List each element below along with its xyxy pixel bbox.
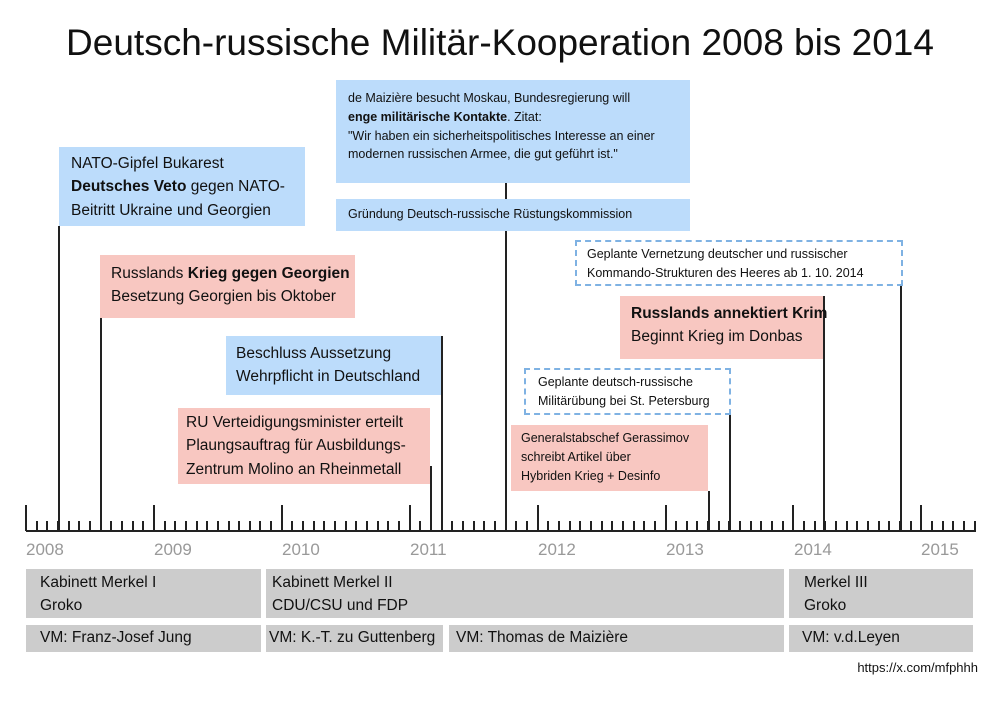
event-text-bold: Krieg gegen Georgien — [187, 265, 350, 282]
month-tick — [419, 521, 421, 531]
month-tick — [217, 521, 219, 531]
cabinet-text: Merkel III — [804, 574, 868, 591]
event-ruestungskommission — [336, 199, 690, 231]
month-tick — [878, 521, 880, 531]
connector-uebung — [729, 414, 731, 531]
month-tick — [57, 521, 59, 531]
month-tick — [121, 521, 123, 531]
event-text: Beginnt Krieg im Donbas — [631, 328, 803, 346]
event-text: modernen russischen Armee, die gut geführt ist." — [348, 147, 618, 162]
month-tick — [910, 521, 912, 531]
month-tick — [483, 521, 485, 531]
year-tick — [920, 505, 922, 531]
minister-vdleyen — [789, 625, 973, 652]
month-tick — [803, 521, 805, 531]
month-tick — [760, 521, 762, 531]
event-nato-bukarest — [59, 147, 305, 226]
year-tick — [665, 505, 667, 531]
cabinet-text: Groko — [804, 597, 847, 615]
month-tick — [302, 521, 304, 531]
year-label: 2012 — [538, 540, 576, 559]
minister-text: VM: Thomas de Maizière — [456, 629, 628, 646]
month-tick — [132, 521, 134, 531]
month-tick — [899, 521, 901, 531]
month-tick — [782, 521, 784, 531]
event-gerassimov — [511, 425, 708, 491]
month-tick — [441, 521, 443, 531]
year-label: 2011 — [410, 540, 447, 559]
month-tick — [398, 521, 400, 531]
month-tick — [100, 521, 102, 531]
month-tick — [345, 521, 347, 531]
year-label: 2015 — [921, 540, 959, 559]
year-tick — [537, 505, 539, 531]
event-wehrpflicht — [226, 336, 441, 395]
month-tick — [89, 521, 91, 531]
month-tick — [611, 521, 613, 531]
month-tick — [888, 521, 890, 531]
event-text: "Wir haben ein sicherheitspolitisches Interesse an einer — [348, 128, 655, 143]
year-tick — [792, 505, 794, 531]
month-tick — [558, 521, 560, 531]
month-tick — [110, 521, 112, 531]
year-label: 2013 — [666, 540, 704, 559]
month-tick — [569, 521, 571, 531]
connector-wehrpflicht — [441, 336, 443, 531]
month-tick — [963, 521, 965, 531]
minister-text: VM: K.-T. zu Guttenberg — [269, 629, 436, 646]
event-text: Wehrpflicht in Deutschland — [236, 368, 421, 386]
month-tick — [942, 521, 944, 531]
month-tick — [228, 521, 230, 531]
event-text-bold: Deutsches Veto — [71, 178, 187, 196]
month-tick — [718, 521, 720, 531]
connector-georgien — [100, 318, 102, 531]
event-maiziere-moskau — [336, 80, 690, 183]
month-tick — [633, 521, 635, 531]
event-text: NATO-Gipfel Bukarest — [71, 155, 224, 172]
month-tick — [974, 521, 976, 531]
month-tick — [867, 521, 869, 531]
month-tick — [323, 521, 325, 531]
minister-maiziere — [449, 625, 784, 652]
year-label: 2008 — [26, 540, 64, 559]
month-tick — [270, 521, 272, 531]
month-tick — [366, 521, 368, 531]
connector-maiziere — [505, 183, 507, 531]
month-tick — [142, 521, 144, 531]
month-tick — [494, 521, 496, 531]
month-tick — [78, 521, 80, 531]
month-tick — [451, 521, 453, 531]
month-tick — [824, 521, 826, 531]
month-tick — [675, 521, 677, 531]
month-tick — [579, 521, 581, 531]
month-tick — [728, 521, 730, 531]
event-text: Militärübung bei St. Petersburg — [538, 393, 710, 408]
event-krieg-georgien — [100, 255, 355, 318]
event-text: de Maizière besucht Moskau, Bundesregierung will — [348, 91, 631, 105]
event-text: RU Verteidigungsminister erteilt — [186, 414, 404, 431]
month-tick — [750, 521, 752, 531]
month-tick — [430, 521, 432, 531]
connector-nato — [58, 226, 60, 531]
event-text: Plaungsauftrag für Ausbildungs- — [186, 437, 406, 455]
source-link: https://x.com/mfphhh — [857, 660, 978, 675]
event-text: gegen NATO- — [186, 178, 285, 196]
month-tick — [313, 521, 315, 531]
event-text: Russlands — [111, 265, 188, 282]
page-title: Deutsch-russische Militär-Kooperation 2008 bis 2014 — [66, 22, 934, 63]
year-label: 2010 — [282, 540, 320, 559]
minister-jung — [26, 625, 261, 652]
month-tick — [238, 521, 240, 531]
month-tick — [377, 521, 379, 531]
year-tick — [281, 505, 283, 531]
month-tick — [654, 521, 656, 531]
event-text: Beitritt Ukraine und Georgien — [71, 201, 271, 219]
event-text-bold: enge militärische Kontakte — [348, 109, 508, 124]
month-tick — [334, 521, 336, 531]
month-tick — [622, 521, 624, 531]
event-text: Geplante deutsch-russische — [538, 375, 693, 389]
cabinet-text: Kabinett Merkel I — [40, 574, 157, 591]
month-tick — [931, 521, 933, 531]
event-text: Zentrum Molino an Rheinmetall — [186, 460, 402, 478]
month-tick — [686, 521, 688, 531]
event-text: Geplante Vernetzung deutscher und russischer — [587, 247, 848, 261]
year-tick — [409, 505, 411, 531]
event-text-bold: Russlands annektiert Krim — [631, 305, 828, 322]
year-tick — [25, 505, 27, 531]
month-tick — [36, 521, 38, 531]
cabinet-text: CDU/CSU und FDP — [272, 597, 409, 615]
month-tick — [515, 521, 517, 531]
event-militaeruebung — [524, 368, 731, 415]
month-tick — [771, 521, 773, 531]
month-tick — [856, 521, 858, 531]
month-tick — [846, 521, 848, 531]
year-label: 2009 — [154, 540, 192, 559]
event-vernetzung — [575, 240, 903, 286]
year-tick — [153, 505, 155, 531]
month-tick — [643, 521, 645, 531]
month-tick — [462, 521, 464, 531]
cabinet-merkel-3 — [789, 569, 973, 618]
month-tick — [174, 521, 176, 531]
event-text: Besetzung Georgien bis Oktober — [111, 288, 336, 306]
timeline-axis — [26, 530, 976, 532]
cabinet-text: Kabinett Merkel II — [272, 574, 393, 591]
month-tick — [473, 521, 475, 531]
month-tick — [68, 521, 70, 531]
month-tick — [206, 521, 208, 531]
month-tick — [196, 521, 198, 531]
month-tick — [505, 521, 507, 531]
month-tick — [185, 521, 187, 531]
event-text: Gründung Deutsch-russische Rüstungskommission — [348, 207, 633, 221]
month-tick — [249, 521, 251, 531]
month-tick — [387, 521, 389, 531]
connector-vernetzung — [900, 285, 902, 531]
event-text: Hybriden Krieg + Desinfo — [521, 468, 661, 483]
event-text: Kommando-Strukturen des Heeres ab 1. 10. 2014 — [587, 265, 864, 280]
month-tick — [547, 521, 549, 531]
minister-text: VM: v.d.Leyen — [802, 629, 900, 646]
month-tick — [814, 521, 816, 531]
minister-guttenberg — [266, 625, 443, 652]
month-tick — [164, 521, 166, 531]
month-tick — [707, 521, 709, 531]
month-tick — [46, 521, 48, 531]
cabinet-merkel-1 — [26, 569, 261, 618]
event-krim — [620, 296, 828, 359]
cabinet-text: Groko — [40, 597, 83, 615]
month-tick — [835, 521, 837, 531]
month-tick — [526, 521, 528, 531]
connector-krim — [823, 296, 825, 531]
minister-text: VM: Franz-Josef Jung — [40, 629, 192, 646]
month-tick — [601, 521, 603, 531]
event-text: Beschluss Aussetzung — [236, 345, 392, 362]
event-text: . Zitat: — [507, 109, 542, 124]
month-tick — [259, 521, 261, 531]
cabinet-merkel-2 — [266, 569, 784, 618]
month-tick — [291, 521, 293, 531]
event-text: Generalstabschef Gerassimov — [521, 431, 690, 445]
event-molino — [178, 408, 430, 484]
event-text: schreibt Artikel über — [521, 449, 631, 464]
month-tick — [590, 521, 592, 531]
year-label: 2014 — [794, 540, 832, 559]
month-tick — [739, 521, 741, 531]
month-tick — [696, 521, 698, 531]
month-tick — [355, 521, 357, 531]
month-tick — [952, 521, 954, 531]
